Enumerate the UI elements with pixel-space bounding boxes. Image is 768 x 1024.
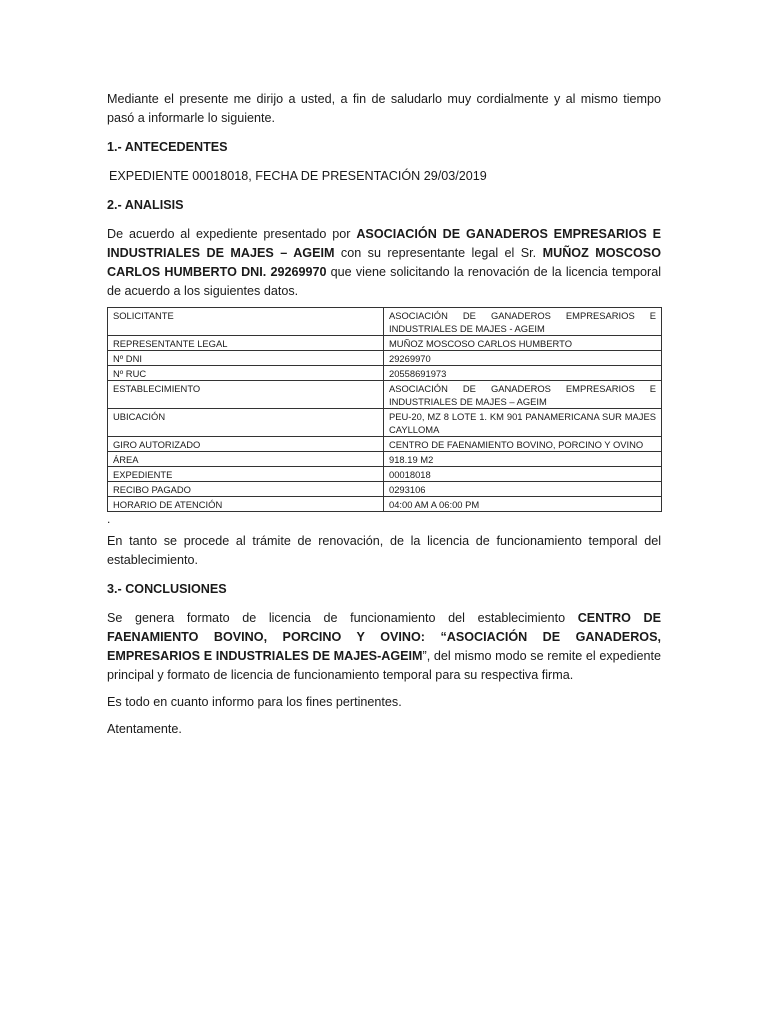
conclusiones-paragraph: [107, 609, 661, 685]
table-row: [108, 409, 662, 437]
field-value: CENTRO DE FAENAMIENTO BOVINO, PORCINO Y OVINO: [384, 437, 662, 452]
field-value: PEU-20, MZ 8 LOTE 1. KM 901 PANAMERICANA SUR MAJES CAYLLOMA: [384, 409, 662, 437]
signoff: Atentamente.: [107, 722, 182, 736]
field-label: ÁREA: [108, 452, 384, 467]
renewal-paragraph: En tanto se procede al trámite de renovación, de la licencia de funcionamiento temporal del establecimiento.: [107, 534, 661, 567]
field-label: HORARIO DE ATENCIÓN: [108, 497, 384, 512]
table-row: [108, 437, 662, 452]
field-value: 04:00 AM A 06:00 PM: [384, 497, 662, 512]
table-row: [108, 336, 662, 351]
field-value: 29269970: [384, 351, 662, 366]
field-value: 918.19 M2: [384, 452, 662, 467]
analisis-text-3: que viene solicitando la renovación de la licencia temporal de acuerdo a los siguientes datos.: [107, 265, 661, 298]
document-body: [107, 90, 661, 739]
field-label: EXPEDIENTE: [108, 467, 384, 482]
table-row: [108, 497, 662, 512]
field-label: UBICACIÓN: [108, 409, 384, 437]
conclusiones-text-1: Se genera formato de licencia de funcionamiento del establecimiento: [107, 611, 578, 625]
table-row: [108, 351, 662, 366]
conclusiones-heading: 3.- CONCLUSIONES: [107, 582, 227, 596]
field-label: REPRESENTANTE LEGAL: [108, 336, 384, 351]
analisis-paragraph: [107, 225, 661, 301]
conclusiones-text-2: ”, del mismo modo se remite el expediente principal y formato de licencia de funcionamiento temporal para su respectiva firma.: [107, 649, 661, 682]
antecedentes-heading: 1.- ANTECEDENTES: [107, 140, 228, 154]
field-value: ASOCIACIÓN DE GANADEROS EMPRESARIOS E INDUSTRIALES DE MAJES – AGEIM: [384, 381, 662, 409]
field-label: RECIBO PAGADO: [108, 482, 384, 497]
stray-dot: .: [107, 512, 111, 526]
table-row: [108, 366, 662, 381]
field-label: GIRO AUTORIZADO: [108, 437, 384, 452]
table-row: [108, 308, 662, 336]
table-row: [108, 381, 662, 409]
table-row: [108, 452, 662, 467]
analisis-text-2: con su representante legal el Sr.: [334, 246, 543, 260]
analisis-association-name: ASOCIACIÓN DE GANADEROS EMPRESARIOS E INDUSTRIALES DE MAJES – AGEIM: [107, 227, 661, 260]
table-row: [108, 482, 662, 497]
table-row: [108, 467, 662, 482]
field-label: SOLICITANTE: [108, 308, 384, 336]
field-value: 0293106: [384, 482, 662, 497]
license-data-table: [107, 307, 662, 512]
field-value: ASOCIACIÓN DE GANADEROS EMPRESARIOS E INDUSTRIALES DE MAJES - AGEIM: [384, 308, 662, 336]
analisis-heading: 2.- ANALISIS: [107, 198, 184, 212]
conclusiones-establishment: CENTRO DE FAENAMIENTO BOVINO, PORCINO Y OVINO: “ASOCIACIÓN DE GANADEROS, EMPRESARIOS E INDUSTRIALES DE MAJES-AGEIM: [107, 611, 661, 663]
field-label: Nº DNI: [108, 351, 384, 366]
expediente-line: EXPEDIENTE 00018018, FECHA DE PRESENTACIÓN 29/03/2019: [109, 169, 487, 183]
analisis-text-1: De acuerdo al expediente presentado por: [107, 227, 357, 241]
analisis-representative: MUÑOZ MOSCOSO CARLOS HUMBERTO DNI. 29269970: [107, 246, 661, 279]
intro-paragraph: Mediante el presente me dirijo a usted, a fin de saludarlo muy cordialmente y al mismo tiempo pasó a informarle lo siguiente.: [107, 92, 661, 125]
field-label: ESTABLECIMIENTO: [108, 381, 384, 409]
field-value: 00018018: [384, 467, 662, 482]
field-label: Nº RUC: [108, 366, 384, 381]
field-value: MUÑOZ MOSCOSO CARLOS HUMBERTO: [384, 336, 662, 351]
closing-line: Es todo en cuanto informo para los fines pertinentes.: [107, 695, 402, 709]
field-value: 20558691973: [384, 366, 662, 381]
